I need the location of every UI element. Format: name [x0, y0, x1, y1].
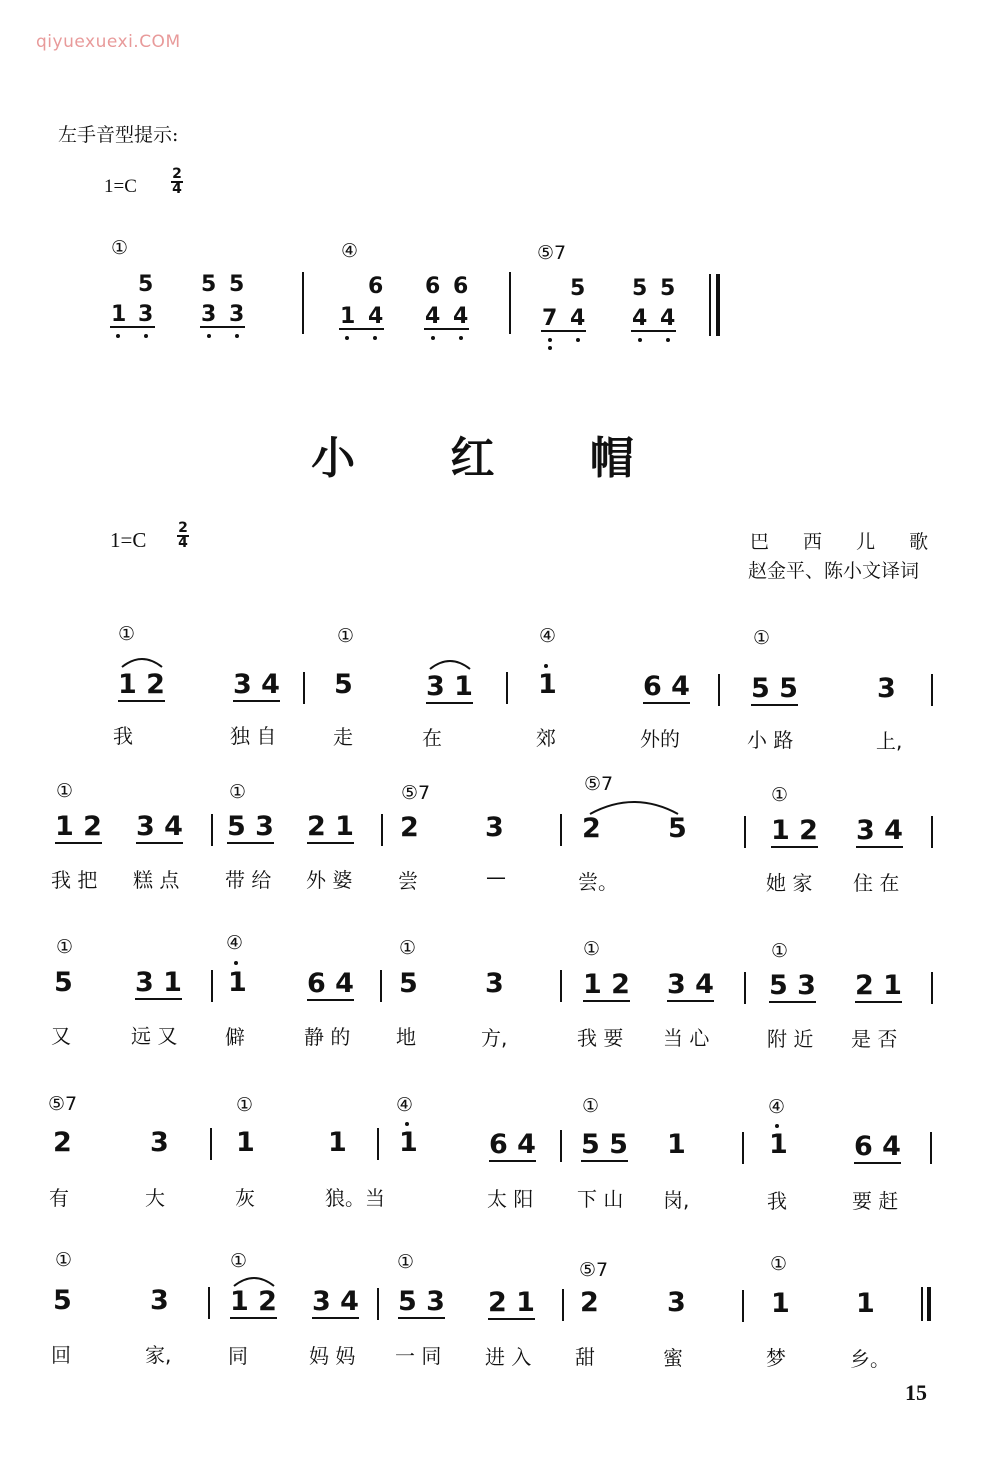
song-time-signature: 2 4	[178, 520, 188, 551]
hint-chord-marker-57: ⑤7	[537, 242, 567, 264]
song-lyricist: 赵金平、陈小文译词	[748, 560, 920, 582]
score: ① ① ④ ① 1 2 3 4 5 3 1 1 6 4 5 5 3 我 独 自 走 在 郊 外的 小 路 上, ① ① ⑤7 ⑤7 ① 1 2 3 4 5 3 2 1 2 3 2 5 1 2 3 4 我 把 糕 点 带 给 外 婆 尝 — 尝。 她 家 住 在 ① ④ ① ① ① 5 3 1 1 6 4 5 3 1 2 3 4 5 3 2 1 又 远 又 僻 静 的 地 方, 我 要 当 心 附 近 是 否 ⑤7 ① ④ ① ④ 2 3 1 1 1 6 4 5 5 1 1 6 4 有 大 灰 狼。当 太 阳 下 山 岗, 我 要 赶 ① ① ① ⑤7 ① 5 3 1 2 3 4 5 3 2 1 2 3 1 1 回 家, 同 妈 妈 一 同 进 入 甜 蜜 梦 乡。	[0, 0, 985, 1470]
hint-time-signature: 2 4	[172, 166, 182, 197]
song-title: 小 红 帽	[311, 433, 674, 484]
page-number: 15	[905, 1380, 927, 1405]
hint-chord-marker-1: ①	[111, 237, 129, 259]
hint-key-signature: 1=C	[104, 176, 137, 197]
site-watermark: qiyuexuexi.COM	[36, 32, 181, 52]
left-hand-hint-label: 左手音型提示:	[58, 124, 179, 146]
song-key-signature: 1=C	[110, 528, 147, 552]
hint-chord-marker-4: ④	[341, 240, 359, 262]
song-origin: 巴 西 儿 歌	[750, 531, 943, 553]
